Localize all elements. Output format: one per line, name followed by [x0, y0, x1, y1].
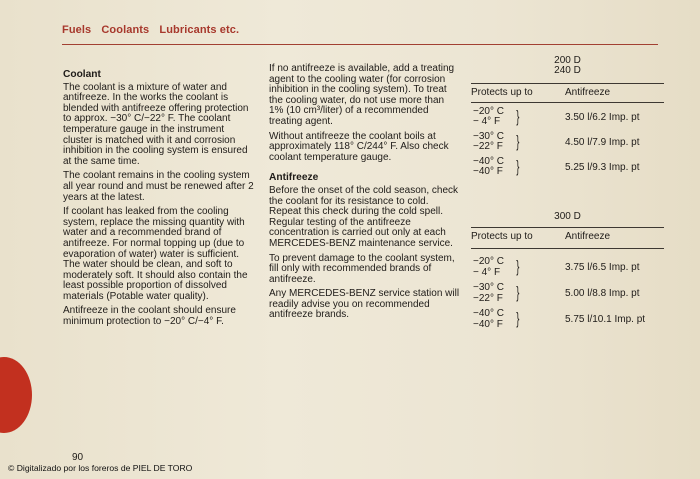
table-row	[471, 155, 664, 180]
temp-fahrenheit: −40° F	[473, 166, 503, 178]
antifreeze-amount: 3.50 l/6.2 Imp. pt	[565, 111, 640, 123]
paragraph: If coolant has leaked from the cooling system, replace the missing quantity with water and a recommended brand of antifreeze. For normal topping up (due to evaporation of water) water is sufficient. The water should be clean, and soft to moderately soft. It should also contain the least possible proportion of dissolved materials (Potable water quality).	[63, 206, 248, 302]
temp-celsius: −30° C	[473, 130, 504, 142]
temp-celsius: −20° C	[473, 105, 504, 117]
temp-celsius: −40° C	[473, 308, 504, 320]
table-row	[471, 307, 664, 333]
table-row	[471, 130, 664, 155]
header-lubricants: Lubricants etc.	[159, 24, 240, 36]
page-number: 90	[72, 452, 84, 463]
brace-icon: }	[516, 131, 520, 151]
table-header-row	[471, 84, 664, 100]
paragraph: To prevent damage to the coolant system, fill only with recommended brands of antifreeze.	[269, 252, 455, 285]
paragraph: The coolant is a mixture of water and antifreeze. In the works the coolant is blended with antifreeze offering protection to approx. −30° C/−22° F. The coolant temperature gauge in the instrument cluster is matched with it and corrosion inhibition in the cooling system is ensured at the same time.	[63, 81, 249, 167]
paragraph: Any MERCEDES-BENZ service station will readily advise you on recommended antifreeze brands.	[269, 288, 460, 321]
column-coolant	[63, 70, 255, 332]
header-rule	[62, 44, 658, 45]
antifreeze-amount: 4.50 l/7.9 Imp. pt	[565, 136, 640, 148]
column-header-antifreeze: Antifreeze	[565, 231, 611, 243]
paragraph: Before the onset of the cold season, check the coolant for its resistance to cold. Repeat this check during the cold spell. Regular testing of the antifreeze concentration is carried out only at each MERCEDES-BENZ maintenance service.	[269, 184, 459, 249]
column-header-protects: Protects up to	[471, 231, 533, 243]
column-antifreeze	[269, 64, 461, 325]
brace-icon: }	[516, 156, 520, 176]
temp-fahrenheit: −22° F	[473, 292, 503, 304]
antifreeze-amount: 5.75 l/10.1 Imp. pt	[565, 314, 646, 326]
column-header-antifreeze: Antifreeze	[565, 86, 611, 98]
model-label: 300 D	[554, 211, 581, 222]
table-rule	[471, 102, 664, 103]
temp-celsius: −40° C	[473, 155, 504, 167]
heading-coolant: Coolant	[63, 69, 101, 80]
header-fuels: Fuels	[62, 24, 92, 36]
paragraph: If no antifreeze is available, add a treating agent to the cooling water (for corrosion inhibition in the cooling system). To treat the cooling water, do not use more than 1% (10 cm³/liter) of a recommended treating agent.	[269, 63, 455, 127]
brace-icon: }	[516, 257, 520, 277]
section-header	[62, 24, 246, 36]
temp-fahrenheit: − 4° F	[473, 266, 501, 278]
temp-fahrenheit: −22° F	[473, 141, 503, 153]
model-label: 240 D	[554, 65, 581, 77]
temp-celsius: −30° C	[473, 282, 504, 294]
antifreeze-amount: 3.75 l/6.5 Imp. pt	[565, 262, 640, 274]
heading-antifreeze: Antifreeze	[269, 172, 319, 184]
table-rule	[471, 248, 664, 249]
table-row	[471, 255, 664, 281]
brace-icon: }	[516, 283, 520, 303]
model-label: 200 D	[554, 55, 581, 66]
table-300d	[471, 212, 664, 333]
brace-icon: }	[516, 106, 520, 126]
column-header-protects: Protects up to	[471, 86, 533, 98]
paragraph: Without antifreeze the coolant boils at approximately 118° C/244° F. Also check coolant temperature gauge.	[269, 130, 449, 163]
temp-fahrenheit: − 4° F	[473, 116, 501, 128]
antifreeze-amount: 5.00 l/8.8 Imp. pt	[565, 288, 640, 300]
red-tab-marker	[0, 357, 32, 433]
table-row	[471, 105, 664, 130]
antifreeze-amount: 5.25 l/9.3 Imp. pt	[565, 161, 640, 173]
table-header-row	[471, 228, 664, 244]
digitization-credit: © Digitalizado por los foreros de PIEL DE TORO	[8, 463, 193, 473]
table-row	[471, 281, 664, 307]
paragraph: The coolant remains in the cooling system all year round and must be renewed after 2 years at the latest.	[63, 170, 254, 203]
brace-icon: }	[516, 309, 520, 329]
paragraph: Antifreeze in the coolant should ensure minimum protection to −20° C/−4° F.	[63, 305, 236, 328]
header-coolants: Coolants	[101, 24, 150, 36]
temp-fahrenheit: −40° F	[473, 318, 503, 330]
table-200d-240d	[471, 56, 664, 180]
temp-celsius: −20° C	[473, 256, 504, 268]
